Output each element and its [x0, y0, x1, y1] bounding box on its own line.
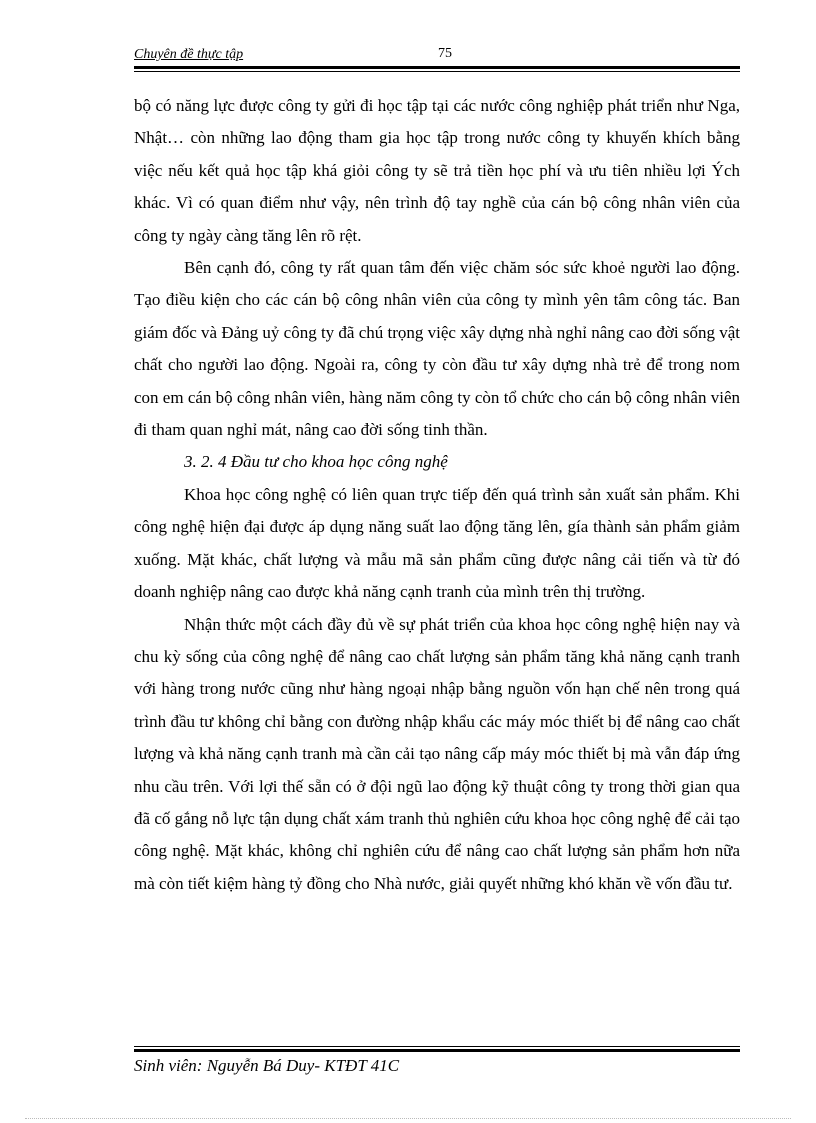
page-number: 75: [438, 46, 452, 61]
footer-text: Sinh viên: Nguyễn Bá Duy- KTĐT 41C: [134, 1056, 400, 1075]
paragraph-3: Khoa học công nghệ có liên quan trực tiếp đến quá trình sản xuất sản phẩm. Khi công nghệ hiện đại được áp dụng năng suất lao động tăng lên, gía thành sản phẩm giảm xuống. Mặt khác, chất lượng và mẫu mã sản phẩm cũng được nâng cải tiến và từ đó doanh nghiệp nâng cao được khả năng cạnh tranh của mình trên thị trường.: [134, 484, 740, 602]
header-rule-thin: [134, 71, 740, 72]
header-title: Chuyên đề thực tập: [134, 47, 244, 62]
footer-rule: [134, 1049, 740, 1052]
section-heading: 3. 2. 4 Đầu tư cho khoa học công nghệ: [184, 452, 448, 472]
header-rule: [134, 66, 740, 69]
footer-rule-thin: [134, 1046, 740, 1047]
paragraph-2: Bên cạnh đó, công ty rất quan tâm đến việc chăm sóc sức khoẻ người lao động. Tạo điều kiện cho các cán bộ công nhân viên của công ty mình yên tâm công tác. Ban giám đốc và Đảng uỷ công ty đã chú trọng việc xây dựng nhà nghỉ nâng cao đời sống vật chất cho người lao động. Ngoài ra, công ty còn đầu tư xây dựng nhà trẻ để trong nom con em cán bộ công nhân viên, hàng năm công ty còn tổ chức cho cán bộ công nhân viên đi tham quan nghỉ mát, nâng cao đời sống tinh thần.: [134, 258, 740, 440]
paragraph-1: bộ có năng lực được công ty gửi đi học tập tại các nước công nghiệp phát triển như Nga, Nhật… còn những lao động tham gia học tập trong nước công ty khuyến khích bằng việc nếu kết quả học tập khá giỏi công ty sẽ trả tiền học phí và ưu tiên nhiều lợi Ých khác. Vì có quan điểm như vậy, nên trình độ tay nghề của cán bộ công nhân viên của công ty ngày càng tăng lên rõ rệt.: [134, 96, 740, 245]
body-text: [134, 90, 740, 900]
paragraph-4: Nhận thức một cách đầy đủ về sự phát triển của khoa học công nghệ hiện nay và chu kỳ sống của công nghệ để nâng cao chất lượng sản phẩm tăng khả năng cạnh tranh với hàng trong nước cũng như hàng ngoại nhập bằng nguồn vốn hạn chế nên trong quá trình đầu tư không chỉ bằng con đường nhập khẩu các máy móc thiết bị để nâng cao chất lượng và khả năng cạnh tranh mà cần cải tạo nâng cấp máy móc thiết bị mà vẫn đáp ứng nhu cầu trên. Với lợi thế sẵn có ở đội ngũ lao động kỹ thuật công ty trong thời gian qua đã cố gắng nỗ lực tận dụng chất xám tranh thủ nghiên cứu khoa học công nghệ để cải tạo công nghệ. Mặt khác, không chỉ nghiên cứu để nâng cao chất lượng sản phẩm hơn nữa mà còn tiết kiệm hàng tỷ đồng cho Nhà nước, giải quyết những khó khăn về vốn đầu tư.: [134, 614, 740, 893]
page-border: [25, 1118, 791, 1119]
